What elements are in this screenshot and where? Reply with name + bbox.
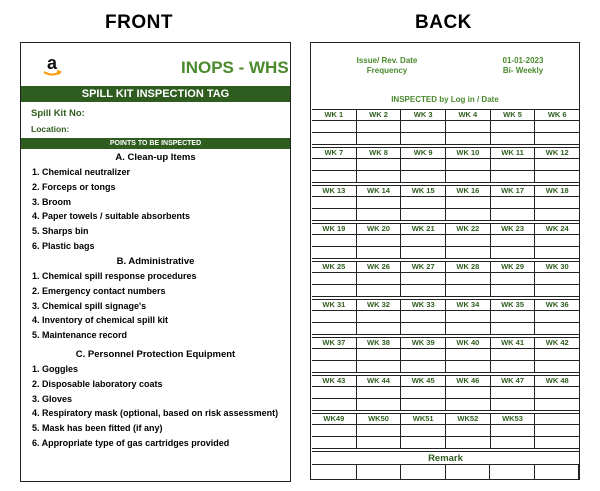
log-cell[interactable]: [535, 323, 579, 334]
week-label: WK49: [312, 414, 357, 424]
log-cell[interactable]: [446, 387, 491, 398]
log-cell[interactable]: [535, 121, 579, 132]
log-cell[interactable]: [446, 235, 491, 246]
week-header-row: [312, 223, 579, 235]
week-label: WK 34: [446, 300, 491, 310]
log-cell[interactable]: [312, 171, 357, 182]
log-row: [312, 425, 579, 437]
log-cell[interactable]: [312, 209, 357, 220]
log-cell[interactable]: [401, 285, 446, 296]
week-label: WK 4: [446, 110, 491, 120]
week-label: WK 36: [545, 300, 569, 309]
checklist-item: 6. Appropriate type of gas cartridges provided: [32, 438, 230, 448]
log-row: [312, 133, 579, 145]
remark-cell[interactable]: [535, 465, 580, 479]
log-cell[interactable]: [401, 121, 446, 132]
log-cell[interactable]: [357, 197, 402, 208]
log-cell[interactable]: [357, 273, 402, 284]
log-cell[interactable]: [357, 425, 402, 436]
log-cell[interactable]: [446, 323, 491, 334]
back-heading: BACK: [415, 12, 472, 33]
week-label: WK50: [357, 414, 402, 424]
back-info-values: [495, 56, 551, 76]
remark-cell[interactable]: [446, 465, 491, 479]
section-title: C. Personnel Protection Equipment: [75, 349, 236, 360]
log-cell[interactable]: [535, 349, 579, 360]
log-cell[interactable]: [446, 425, 491, 436]
log-cell[interactable]: [357, 159, 402, 170]
log-row: [312, 247, 579, 259]
log-cell[interactable]: [312, 323, 357, 334]
week-label: WK 22: [446, 224, 491, 234]
week-label: WK 40: [446, 338, 491, 348]
log-cell[interactable]: [357, 247, 402, 258]
log-cell[interactable]: [535, 387, 579, 398]
log-cell[interactable]: [401, 273, 446, 284]
week-label: WK 3: [401, 110, 446, 120]
week-label: WK 46: [446, 376, 491, 386]
log-cell[interactable]: [446, 311, 491, 322]
log-cell[interactable]: [535, 425, 579, 436]
week-label: WK 27: [401, 262, 446, 272]
week-label: WK 10: [446, 148, 491, 158]
week-label: WK 33: [401, 300, 446, 310]
week-label: WK 12: [545, 148, 569, 157]
log-cell[interactable]: [535, 133, 579, 144]
log-cell[interactable]: [446, 247, 491, 258]
remark-cell[interactable]: [490, 465, 535, 479]
week-header-row: [312, 261, 579, 273]
checklist-item: 4. Inventory of chemical spill kit: [32, 315, 169, 326]
log-cell[interactable]: [401, 425, 446, 436]
week-header-row: [312, 185, 579, 197]
week-label: WK 1: [312, 110, 357, 120]
log-cell[interactable]: [491, 311, 536, 322]
checklist-item: 2. Forceps or tongs: [32, 181, 116, 192]
log-cell[interactable]: [446, 121, 491, 132]
log-row: [312, 121, 579, 133]
log-cell[interactable]: [401, 247, 446, 258]
log-cell[interactable]: [357, 437, 402, 448]
log-cell[interactable]: [446, 399, 491, 410]
week-label: WK 35: [491, 300, 536, 310]
week-label: WK 43: [312, 376, 357, 386]
log-cell[interactable]: [312, 273, 357, 284]
log-cell[interactable]: [491, 285, 536, 296]
remark-label: Remark: [312, 451, 579, 465]
log-cell[interactable]: [535, 235, 579, 246]
log-cell[interactable]: [401, 323, 446, 334]
issue-date: 01-01-2023: [502, 56, 544, 65]
log-row: [312, 171, 579, 183]
week-header-row: [312, 375, 579, 387]
log-cell[interactable]: [446, 437, 491, 448]
front-card: [20, 42, 291, 482]
checklist-item: 3. Broom: [32, 196, 72, 207]
checklist-item: 5. Mask has been fitted (if any): [32, 423, 163, 434]
log-cell[interactable]: [446, 273, 491, 284]
log-row: [312, 311, 579, 323]
week-label: WK 38: [357, 338, 402, 348]
log-cell[interactable]: [446, 361, 491, 372]
log-cell[interactable]: [535, 247, 579, 258]
log-row: [312, 235, 579, 247]
section-title: B. Administrative: [116, 256, 195, 267]
log-cell[interactable]: [312, 133, 357, 144]
week-label: WK 39: [401, 338, 446, 348]
log-cell[interactable]: [535, 311, 579, 322]
log-cell[interactable]: [401, 399, 446, 410]
week-header-row: [312, 299, 579, 311]
log-cell[interactable]: [401, 197, 446, 208]
week-label: [535, 414, 579, 424]
log-cell[interactable]: [312, 437, 357, 448]
log-cell[interactable]: [535, 285, 579, 296]
log-cell[interactable]: [401, 159, 446, 170]
week-label: WK 28: [446, 262, 491, 272]
week-label: WK 15: [401, 186, 446, 196]
week-label: WK 9: [401, 148, 446, 158]
checklist-item: 1. Goggles: [32, 364, 79, 374]
location-label: Location:: [31, 124, 70, 134]
log-cell[interactable]: [401, 171, 446, 182]
checklist-item: 2. Emergency contact numbers: [32, 285, 166, 296]
week-label: WK 14: [357, 186, 402, 196]
log-cell[interactable]: [312, 247, 357, 258]
week-label: WK 18: [545, 186, 569, 195]
log-cell[interactable]: [401, 349, 446, 360]
week-header-row: [312, 109, 579, 121]
log-cell[interactable]: [535, 437, 579, 448]
log-cell[interactable]: [491, 323, 536, 334]
log-cell[interactable]: [446, 159, 491, 170]
log-cell[interactable]: [446, 171, 491, 182]
issue-label: Issue/ Rev. Date: [356, 56, 418, 65]
log-cell[interactable]: [312, 387, 357, 398]
log-cell[interactable]: [312, 197, 357, 208]
week-label: WK 19: [312, 224, 357, 234]
log-cell[interactable]: [535, 361, 579, 372]
log-row: [312, 349, 579, 361]
week-label: WK 47: [491, 376, 536, 386]
log-row: [312, 361, 579, 373]
week-label: WK53: [491, 414, 536, 424]
week-label: WK 20: [357, 224, 402, 234]
checklist-item: 3. Gloves: [32, 393, 73, 404]
checklist-item: 1. Chemical neutralizer: [32, 167, 131, 177]
log-cell[interactable]: [491, 235, 536, 246]
week-label: WK 29: [491, 262, 536, 272]
log-cell[interactable]: [357, 235, 402, 246]
checklist-item: 4. Respiratory mask (optional, based on risk assessment): [32, 408, 279, 419]
log-cell[interactable]: [446, 209, 491, 220]
log-cell[interactable]: [312, 159, 357, 170]
log-cell[interactable]: [491, 349, 536, 360]
log-cell[interactable]: [446, 197, 491, 208]
checklist-item: 3. Chemical spill signage's: [32, 300, 147, 311]
log-cell[interactable]: [535, 197, 579, 208]
week-label: WK 23: [491, 224, 536, 234]
spill-kit-label: Spill Kit No:: [31, 108, 85, 119]
week-label: WK 16: [446, 186, 491, 196]
week-label: WK 8: [357, 148, 402, 158]
log-cell[interactable]: [491, 437, 536, 448]
log-cell[interactable]: [446, 349, 491, 360]
week-label: WK 25: [312, 262, 357, 272]
week-label: WK 45: [401, 376, 446, 386]
log-cell[interactable]: [491, 425, 536, 436]
back-card: [310, 42, 580, 480]
log-cell[interactable]: [401, 133, 446, 144]
week-header-row: [312, 413, 579, 425]
remark-cell[interactable]: [357, 465, 402, 479]
log-cell[interactable]: [535, 399, 579, 410]
log-row: [312, 387, 579, 399]
log-cell[interactable]: [491, 247, 536, 258]
inspected-label: INSPECTED by Log in / Date: [391, 95, 499, 104]
log-cell[interactable]: [401, 361, 446, 372]
week-label: WK 7: [312, 148, 357, 158]
week-header-row: [312, 147, 579, 159]
log-cell[interactable]: [357, 133, 402, 144]
log-cell[interactable]: [491, 171, 536, 182]
log-row: [312, 273, 579, 285]
week-label: WK 48: [545, 376, 569, 385]
log-cell[interactable]: [535, 159, 579, 170]
log-cell[interactable]: [535, 273, 579, 284]
week-label: WK 31: [312, 300, 357, 310]
log-row: [312, 399, 579, 411]
log-cell[interactable]: [357, 121, 402, 132]
log-cell[interactable]: [357, 285, 402, 296]
log-cell[interactable]: [357, 361, 402, 372]
week-label: WK 30: [545, 262, 569, 271]
log-row: [312, 323, 579, 335]
log-cell[interactable]: [491, 197, 536, 208]
remark-row: [312, 465, 579, 479]
week-label: WK 32: [357, 300, 402, 310]
log-cell[interactable]: [491, 121, 536, 132]
checklist-item: 2. Disposable laboratory coats: [32, 378, 163, 389]
week-label: WK 21: [401, 224, 446, 234]
week-label: WK52: [446, 414, 491, 424]
points-header: POINTS TO BE INSPECTED: [21, 138, 290, 149]
log-row: [312, 159, 579, 171]
log-cell[interactable]: [357, 349, 402, 360]
frequency-label: Frequency: [366, 66, 408, 75]
log-cell[interactable]: [401, 437, 446, 448]
log-cell[interactable]: [401, 387, 446, 398]
log-cell[interactable]: [312, 285, 357, 296]
week-label: WK 17: [491, 186, 536, 196]
log-cell[interactable]: [312, 349, 357, 360]
remark-cell[interactable]: [401, 465, 446, 479]
log-cell[interactable]: [491, 361, 536, 372]
log-cell[interactable]: [312, 235, 357, 246]
log-row: [312, 209, 579, 221]
week-label: WK 13: [312, 186, 357, 196]
log-cell[interactable]: [491, 209, 536, 220]
log-cell[interactable]: [446, 133, 491, 144]
log-cell[interactable]: [312, 361, 357, 372]
amazon-logo-icon: [41, 55, 63, 79]
section-title: A. Clean-up Items: [115, 152, 196, 163]
log-cell[interactable]: [446, 285, 491, 296]
week-label: WK 41: [491, 338, 536, 348]
log-cell[interactable]: [357, 387, 402, 398]
log-cell[interactable]: [312, 425, 357, 436]
log-cell[interactable]: [357, 209, 402, 220]
log-row: [312, 437, 579, 449]
log-cell[interactable]: [491, 273, 536, 284]
week-label: WK51: [401, 414, 446, 424]
log-cell[interactable]: [535, 209, 579, 220]
log-cell[interactable]: [491, 133, 536, 144]
log-cell[interactable]: [401, 235, 446, 246]
week-label: WK 26: [357, 262, 402, 272]
log-row: [312, 197, 579, 209]
week-label: WK 2: [357, 110, 402, 120]
log-cell[interactable]: [357, 171, 402, 182]
log-row: [312, 285, 579, 297]
log-cell[interactable]: [312, 311, 357, 322]
checklist-item: 4. Paper towels / suitable absorbents: [32, 211, 191, 222]
week-label: WK 5: [491, 110, 536, 120]
svg-text:a: a: [46, 55, 58, 73]
log-cell[interactable]: [401, 209, 446, 220]
checklist-item: 5. Sharps bin: [32, 226, 89, 237]
tag-title: SPILL KIT INSPECTION TAG: [21, 86, 290, 102]
front-heading: FRONT: [105, 12, 173, 33]
week-label: WK 11: [491, 148, 536, 158]
log-cell[interactable]: [312, 399, 357, 410]
log-cell[interactable]: [491, 399, 536, 410]
log-cell[interactable]: [491, 387, 536, 398]
log-cell[interactable]: [357, 399, 402, 410]
back-info-labels: [351, 56, 423, 76]
checklist-item: 6. Plastic bags: [32, 241, 95, 251]
week-label: WK 44: [357, 376, 402, 386]
log-cell[interactable]: [491, 159, 536, 170]
front-title: INOPS - WHS: [181, 58, 289, 77]
log-cell[interactable]: [357, 311, 402, 322]
week-label: WK 42: [545, 338, 569, 347]
log-cell[interactable]: [535, 171, 579, 182]
week-label: WK 24: [545, 224, 569, 233]
week-label: WK 37: [312, 338, 357, 348]
log-cell[interactable]: [401, 311, 446, 322]
frequency-value: Bi- Weekly: [502, 66, 544, 75]
checklist-item: 5. Maintenance record: [32, 330, 128, 341]
week-label: WK 6: [547, 110, 567, 119]
log-cell[interactable]: [312, 121, 357, 132]
week-header-row: [312, 337, 579, 349]
checklist-item: 1. Chemical spill response procedures: [32, 271, 197, 281]
log-cell[interactable]: [357, 323, 402, 334]
remark-cell[interactable]: [312, 465, 357, 479]
